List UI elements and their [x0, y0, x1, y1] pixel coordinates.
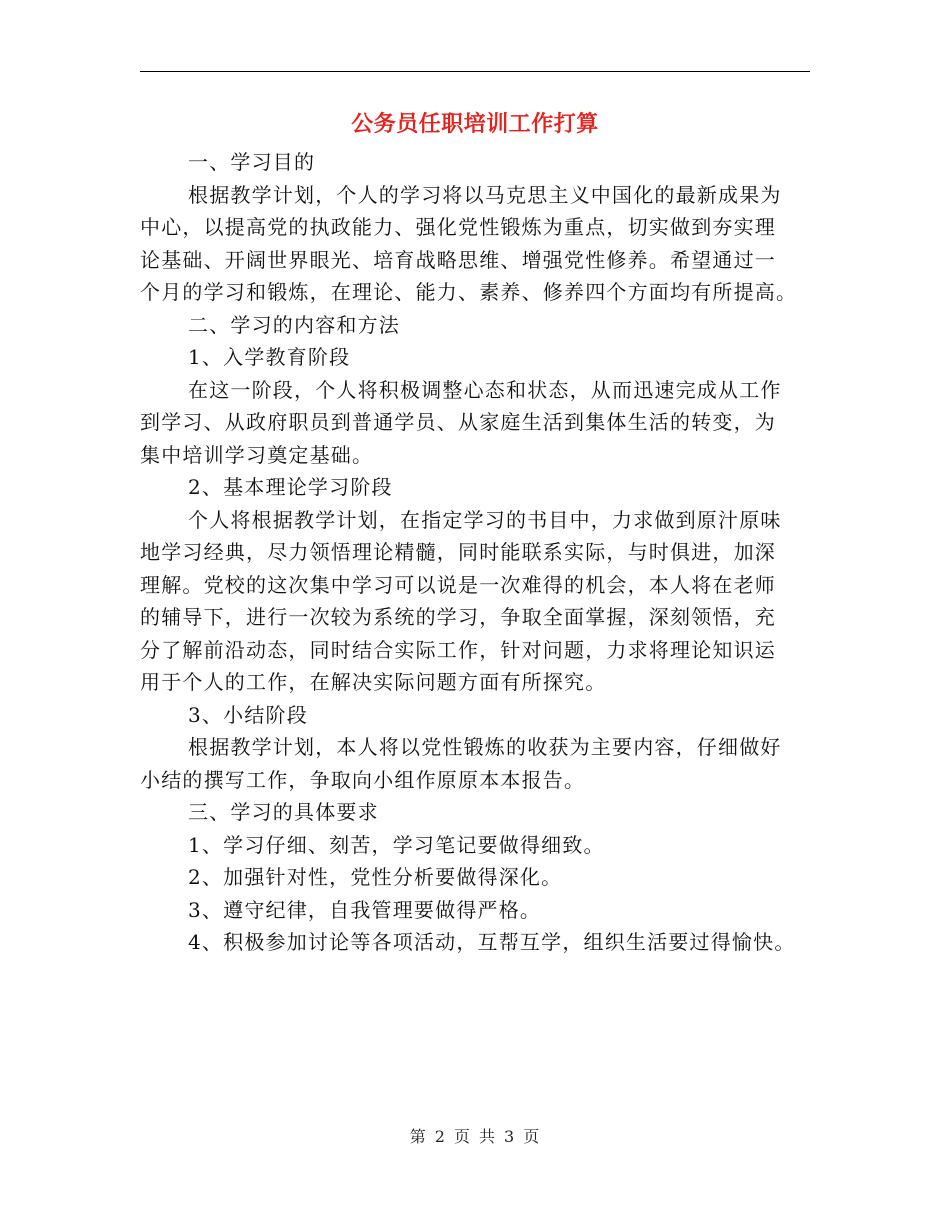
- paragraph-line: 分了解前沿动态，同时结合实际工作，针对问题，力求将理论知识运: [140, 637, 776, 662]
- paragraph-line: 地学习经典，尽力领悟理论精髓，同时能联系实际，与时俱进，加深: [140, 540, 776, 564]
- footer-gong: 共: [479, 1127, 497, 1146]
- paragraph-line: 个人将根据教学计划，在指定学习的书目中，力求做到原汁原味: [188, 507, 782, 532]
- footer-di: 第: [409, 1127, 427, 1146]
- page-footer: [0, 1124, 950, 1147]
- document-body: [140, 146, 812, 959]
- paragraph-line: 根据教学计划，本人将以党性锻炼的收获为主要内容，仔细做好: [188, 735, 782, 759]
- paragraph-line: 理解。党校的这次集中学习可以说是一次难得的机会，本人将在老师: [140, 572, 776, 597]
- current-page-number: 2: [434, 1127, 446, 1146]
- section-heading-2: 二、学习的内容和方法: [188, 312, 400, 337]
- paragraph-line: 到学习、从政府职员到普通学员、从家庭生活到集体生活的转变，为: [140, 410, 776, 434]
- header-rule: [140, 71, 810, 72]
- paragraph-line: 集中培训学习奠定基础。: [140, 442, 374, 467]
- requirement-item: 1、学习仔细、刻苦，学习笔记要做得细致。: [188, 832, 605, 857]
- paragraph-line: 在这一阶段，个人将积极调整心态和状态，从而迅速完成从工作: [188, 377, 782, 402]
- footer-ye: 页: [453, 1127, 471, 1146]
- section-heading-1: 一、学习目的: [188, 150, 316, 174]
- document-title: 公务员任职培训工作打算: [351, 111, 599, 137]
- section-heading-3: 三、学习的具体要求: [188, 800, 379, 824]
- subsection-heading: 1、入学教育阶段: [188, 345, 351, 369]
- requirement-item: 4、积极参加讨论等各项活动，互帮互学，组织生活要过得愉快。: [188, 930, 796, 954]
- paragraph-line: 论基础、开阔世界眼光、培育战略思维、增强党性修养。希望通过一: [140, 247, 776, 272]
- paragraph-line: 小结的撰写工作，争取向小组作原原本本报告。: [140, 767, 586, 792]
- paragraph-line: 中心，以提高党的执政能力、强化党性锻炼为重点，切实做到夯实理: [140, 215, 776, 239]
- total-page-number: 3: [504, 1127, 516, 1146]
- paragraph-line: 用于个人的工作，在解决实际问题方面有所探究。: [140, 670, 607, 694]
- subsection-heading: 3、小结阶段: [188, 702, 308, 727]
- paragraph-line: 个月的学习和锻炼，在理论、能力、素养、修养四个方面均有所提高。: [140, 280, 798, 304]
- requirement-item: 2、加强针对性，党性分析要做得深化。: [188, 865, 563, 889]
- subsection-heading: 2、基本理论学习阶段: [188, 475, 393, 499]
- paragraph-line: 根据教学计划，个人的学习将以马克思主义中国化的最新成果为: [188, 182, 782, 207]
- footer-ye2: 页: [523, 1127, 541, 1146]
- paragraph-line: 的辅导下，进行一次较为系统的学习，争取全面掌握，深刻领悟，充: [140, 605, 776, 629]
- requirement-item: 3、遵守纪律，自我管理要做得严格。: [188, 897, 542, 922]
